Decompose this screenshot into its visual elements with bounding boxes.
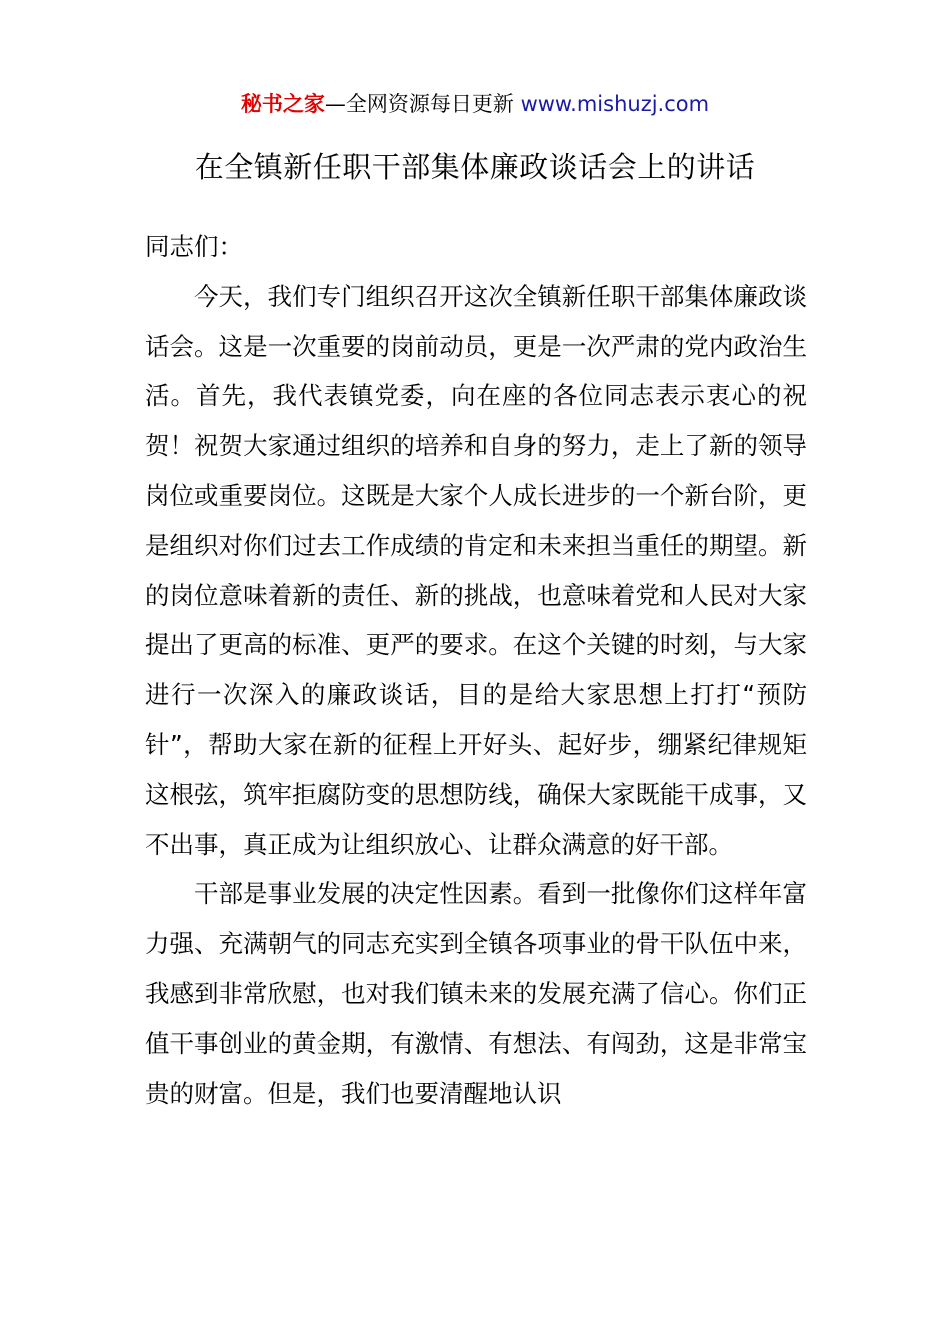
header-tagline: —全网资源每日更新: [324, 92, 514, 116]
brand-name: 秘书之家: [240, 92, 325, 116]
document-title: 在全镇新任职干部集体廉政谈话会上的讲话: [194, 150, 756, 184]
paragraph-1: 今天，我们专门组织召开这次全镇新任职干部集体廉政谈话会。这是一次重要的岗前动员，更是一次严肃的党内政治生活。首先，我代表镇党委，向在座的各位同志表示衷心的祝贺！祝贺大家通过组织的培养和自身的努力，走上了新的领导岗位或重要岗位。这既是大家个人成长进步的一个新台阶，更是组织对你们过去工作成绩的肯定和未来担当重任的期望。新的岗位意味着新的责任、新的挑战，也意味着党和人民对大家提出了更高的标准、更严的要求。在这个关键的时刻，与大家进行一次深入的廉政谈话，目的是给大家思想上打打“预防针”，帮助大家在新的征程上开好头、起好步，绷紧纪律规矩这根弦，筑牢拒腐防变的思想防线，确保大家既能干成事，又不出事，真正成为让组织放心、让群众满意的好干部。: [145, 281, 807, 859]
site-url-link[interactable]: www.mishuzj.com: [520, 92, 710, 116]
salutation: 同志们：: [145, 232, 243, 261]
document-body: [145, 222, 807, 1118]
site-header: [0, 89, 950, 119]
paragraph-2: 干部是事业发展的决定性因素。看到一批像你们这样年富力强、充满朝气的同志充实到全镇各项事业的骨干队伍中来，我感到非常欣慰，也对我们镇未来的发展充满了信心。你们正值干事创业的黄金期，有激情、有想法、有闯劲，这是非常宝贵的财富。但是，我们也要清醒地认识: [145, 879, 807, 1108]
